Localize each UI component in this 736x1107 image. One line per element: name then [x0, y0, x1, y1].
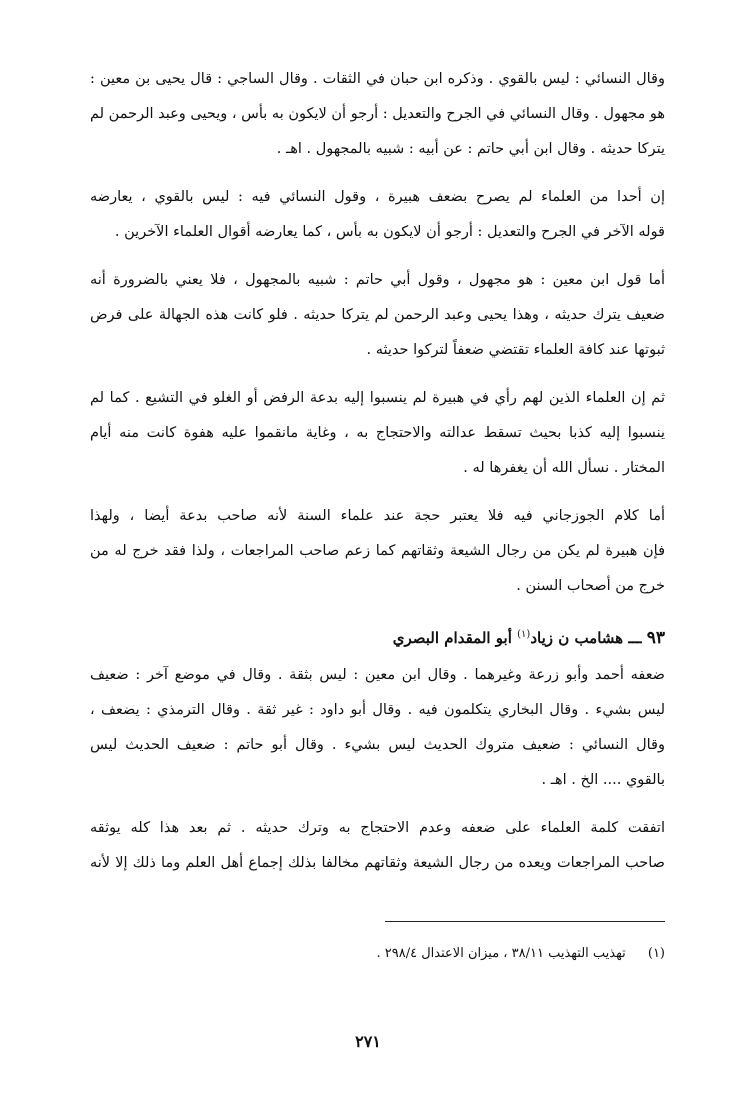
text-line: قوله الآخر في الجرح والتعديل : أرجو أن لايكون به بأس ، كما يعارضه أقوال العلماء الآخرين . — [114, 224, 665, 240]
text-line: أما قول ابن معين : هو مجهول ، وقول أبي حاتم : شبيه بالمجهول ، فلا يعني بالضرورة أنه — [90, 272, 665, 288]
text-line: وقال النسائي : ليس بالقوي . وذكره ابن حبان في الثقات . وقال الساجي : قال يحيى بن معين : — [90, 71, 665, 87]
text-line: خرج من أصحاب السنن . — [516, 578, 665, 594]
text-line: اتفقت كلمة العلماء على ضعفه وعدم الاحتجاج به وترك حديثه . ثم بعد هذا كله يوثقه — [90, 820, 665, 836]
text-line: ثبوتها عند كافة العلماء تقتضي ضعفاً لتركوا حديثه . — [366, 342, 665, 358]
entry-dash: ـــ — [628, 629, 642, 647]
text-line: إن أحدا من العلماء لم يصرح بضعف هبيرة ، وقول النسائي فيه : ليس بالقوي ، يعارضه — [90, 189, 665, 205]
entry-heading — [90, 617, 665, 652]
text-line: ضعفه أحمد وأبو زرعة وغيرهما . وقال ابن معين : ليس بثقة . وقال في موضع آخر : ضعيف — [90, 667, 665, 683]
text-line: هو مجهول . وقال النسائي في الجرح والتعديل : أرجو أن لايكون به بأس ، ويحيى وعبد الرحمن لم — [90, 106, 665, 122]
text-line: وقال النسائي : ضعيف متروك الحديث ليس بشيء . وقال أبو حاتم : ضعيف الحديث ليس — [90, 737, 665, 753]
text-line: ينسبوا إليه كذبا بحيث تسقط عدالته والاحتجاج به ، وغاية مانقموا عليه هفوة كانت منه أيام — [90, 425, 665, 441]
text-line: المختار . نسأل الله أن يغفرها له . — [463, 460, 665, 476]
footnote-divider — [385, 921, 665, 922]
entry-name: هشامب ن زياد — [530, 629, 624, 647]
text-line: بالقوي .... الخ . اهـ . — [541, 772, 665, 788]
paragraph-4 — [90, 381, 665, 486]
page-number: ٢٧١ — [355, 1032, 381, 1051]
entry-paragraph-1 — [90, 658, 665, 798]
text-line: ضعيف يترك حديثه ، وهذا يحيى وعبد الرحمن لم يتركا حديثه . فلو كانت هذه الجهالة على فرض — [90, 307, 665, 323]
entry-number: ٩٣ — [646, 628, 665, 648]
footnote-reference[interactable]: (١) — [517, 629, 531, 640]
paragraph-1 — [90, 62, 665, 167]
main-text — [90, 62, 665, 894]
entry-paragraph-2 — [90, 811, 665, 881]
footnote-text: تهذيب التهذيب ٣٨/١١ ، ميزان الاعتدال ٢٩٨/٤ . — [376, 946, 626, 961]
text-line: ثم إن العلماء الذين لهم رأي في هبيرة لم ينسبوا إليه بدعة الرفض أو الغلو في التشيع . كما لم — [90, 390, 665, 406]
paragraph-5 — [90, 499, 665, 604]
text-line: فإن هبيرة لم يكن من رجال الشيعة وثقاتهم كما زعم صاحب المراجعات ، ولذا فقد خرج له من — [90, 543, 665, 559]
footnote-mark: (١) — [647, 946, 665, 961]
text-line: يتركا حديثه . وقال ابن أبي حاتم : عن أبيه : شبيه بالمجهول . اهـ . — [276, 141, 665, 157]
text-line: ليس بشيء . وقال البخاري يتكلمون فيه . وقال أبو داود : غير ثقة . وقال الترمذي : يضعف ، — [90, 702, 665, 718]
text-line: صاحب المراجعات ويعده من رجال الشيعة وثقاتهم مخالفا بذلك إجماع أهل العلم وما ذلك إلا لأنه — [90, 855, 665, 871]
paragraph-2 — [90, 180, 665, 250]
footnote — [300, 946, 665, 961]
paragraph-3 — [90, 263, 665, 368]
text-line: أما كلام الجوزجاني فيه فلا يعتبر حجة عند علماء السنة لأنه صاحب بدعة أيضا ، ولهذا — [90, 508, 665, 524]
entry-kunya: أبو المقدام البصري — [392, 629, 512, 647]
